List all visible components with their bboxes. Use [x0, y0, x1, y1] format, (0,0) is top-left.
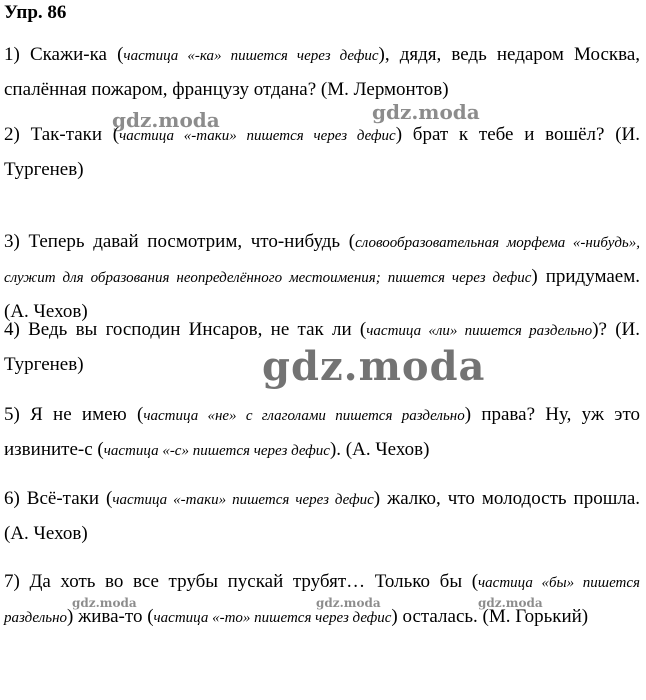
sentence-text: ) жива-то ( [67, 606, 154, 627]
exercise-item-4 [4, 313, 640, 382]
sentence-text: Всё-таки ( [26, 488, 113, 509]
exercise-title: Упр. 86 [4, 2, 67, 23]
comment-text: частица «-таки» пишется через дефис [112, 492, 374, 508]
comment-text: частица «-ка» пишется через дефис [123, 48, 379, 64]
item-number: 5) [4, 404, 20, 425]
exercise-item-2 [4, 118, 640, 187]
sentence-text: Теперь давай посмотрим, что-нибудь ( [28, 231, 356, 252]
comment-text: частица «-с» пишется через дефис [103, 443, 330, 459]
exercise-item-5 [4, 398, 640, 468]
sentence-text: Так-таки ( [30, 124, 120, 145]
comment-text: словообразовательная морфема «-нибудь», служит для образования неопределённого местоимения; пишется через дефис [4, 235, 640, 286]
sentence-text: ), дядя, ведь недаром Москва, спалённая пожаром, французу отдана? (М. Лермонтов) [4, 44, 641, 100]
exercise-item-7 [4, 565, 640, 635]
sentence-text: Ведь вы господин Инсаров, не так ли ( [28, 319, 367, 340]
comment-text: частица «бы» пишется раздельно [4, 575, 641, 626]
item-number: 3) [4, 231, 20, 252]
exercise-item-6 [4, 482, 640, 551]
sentence-text: Я не имею ( [30, 404, 144, 425]
item-number: 1) [4, 44, 20, 65]
exercise-item-1 [4, 38, 640, 107]
sentence-text: ) брат к тебе и вошёл? (И. Тургенев) [4, 124, 640, 180]
watermark: gdz.moda [262, 343, 486, 390]
item-number: 4) [4, 319, 20, 340]
sentence-text: ) права? Ну, уж это извините-с ( [4, 404, 640, 460]
watermark: gdz.moda [478, 596, 543, 610]
comment-text: частица «не» с глаголами пишется раздельно [143, 408, 465, 424]
watermark: gdz.moda [372, 100, 480, 124]
sentence-text: Скажи-ка ( [29, 44, 124, 65]
sentence-text: ) придумаем. (А. Чехов) [4, 266, 640, 322]
sentence-text: Да хоть во все трубы пускай трубят… Только бы ( [29, 571, 479, 592]
item-number: 6) [4, 488, 20, 509]
item-number: 2) [4, 124, 20, 145]
item-number: 7) [4, 571, 20, 592]
watermark: gdz.moda [112, 108, 220, 132]
watermark: gdz.moda [72, 596, 137, 610]
sentence-text: ). (А. Чехов) [329, 439, 430, 460]
comment-text: частица «ли» пишется раздельно [366, 323, 593, 339]
sentence-text: )? (И. Тургенев) [4, 319, 641, 375]
comment-text: частица «-то» пишется через дефис [153, 610, 392, 626]
watermark: gdz.moda [316, 596, 381, 610]
sentence-text: ) жалко, что молодость прошла. (А. Чехов) [4, 488, 641, 544]
sentence-text: ) осталась. (М. Горький) [391, 606, 589, 627]
comment-text: частица «-таки» пишется через дефис [119, 128, 396, 144]
